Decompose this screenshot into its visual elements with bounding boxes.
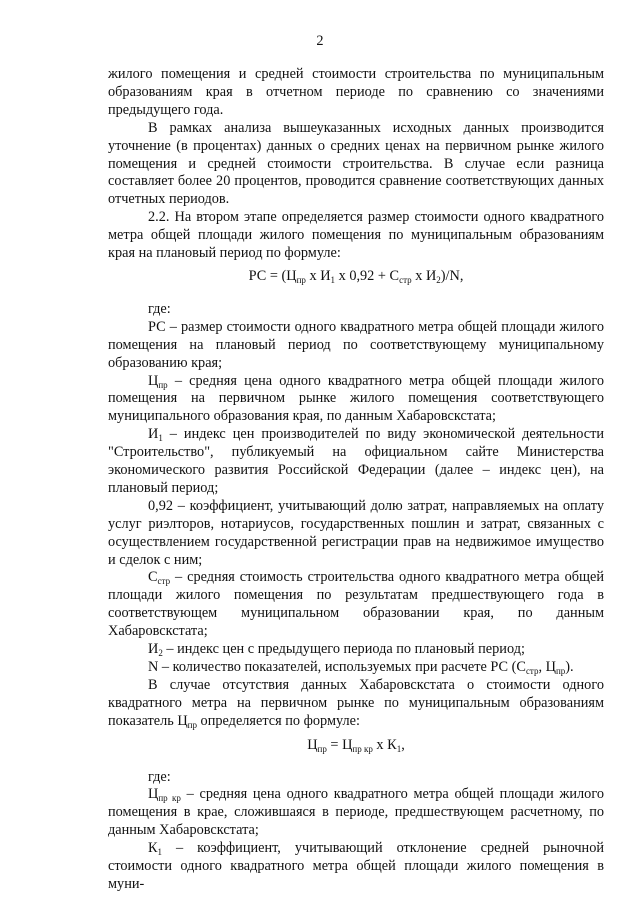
definition-cpr-kr: $Ц_{пр кр}$ – средняя цена одного квадратного метра общей площади жилого помещения в крае, сложившаяся в периоде, предшествующем расчетному, по данным Хабаровскстата; <box>108 786 604 839</box>
paragraph-where-2: где: <box>148 768 171 785</box>
definition-cpr: $Ц_{пр}$ – средняя цена одного квадратного метра общей площади жилого помещения на первичном рынке жилого помещения соответствующего муниципального образования края, по данным Хабаровскстата; <box>108 372 604 425</box>
paragraph-analysis: В рамках анализа вышеуказанных исходных данных производится уточнение (в процентах) данных о средних ценах на первичном рынке жилого помещения и средней стоимости строительства. В случае если разница составляет более 20 процентов, проводится сравнение соответствующих данных отчетных периодов. <box>108 119 604 208</box>
paragraph-where-1: где: <box>148 300 171 317</box>
definition-cstr: $С_{стр}$ – средняя стоимость строительства одного квадратного метра общей площади жилого помещения по результатам предшествующего года в соответствующем муниципальном образовании края, по данным Хабаровскстата; <box>108 569 604 640</box>
formula-rs: РС = ($Ц_{пр}$ х $И_1$ х $0,92 + С_{стр}$ х $И_2)/N$, <box>248 267 464 285</box>
paragraph-second-stage: 2.2. На втором этапе определяется размер стоимости одного квадратного метра общей площади жилого помещения по муниципальным образованиям края на плановый период по формуле: <box>108 209 604 262</box>
definition-i2: $И_2$ – индекс цен с предыдущего периода по плановый период; <box>148 641 525 659</box>
definition-k1: $К_1$ – коэффициент, учитывающий отклонение средней рыночной стоимости одного квадратного метра общей площади жилого помещения в муни- <box>108 840 604 892</box>
definition-n: N – количество показателей, используемых при расчете РС ($С_{стр}$, $Ц_{пр}$). <box>148 659 574 676</box>
paragraph-continuation: жилого помещения и средней стоимости строительства по муниципальным образованиям края в отчетном периоде по сравнению со значениями предыдущего года. <box>108 66 604 118</box>
definition-rs: РС – размер стоимости одного квадратного метра общей площади жилого помещения на плановый период по соответствующему муниципальному образованию края; <box>108 318 604 371</box>
definition-coefficient: 0,92 – коэффициент, учитывающий долю затрат, направляемых на оплату услуг риэлторов, нотариусов, государственных пошлин и затрат, связанных с осуществлением государственной регистрации прав на недвижимое имущество и сделок с ним; <box>108 497 604 568</box>
paragraph-no-data: В случае отсутствия данных Хабаровскстата о стоимости одного квадратного метра на первичном рынке по муниципальным образованиям показатель $Ц_{пр}$ определяется по формуле: <box>108 676 604 730</box>
definition-i1: $И_1$ – индекс цен производителей по виду экономической деятельности "Строительство", публикуемый на официальном сайте Министерства экономического развития Российской Федерации (далее – индекс цен), на плановый период; <box>108 426 604 496</box>
document-body <box>108 66 604 894</box>
formula-cpr: $Ц_{пр} = Ц_{пр кр}$ х $К_1$, <box>307 736 405 754</box>
page-number: 2 <box>316 33 324 49</box>
